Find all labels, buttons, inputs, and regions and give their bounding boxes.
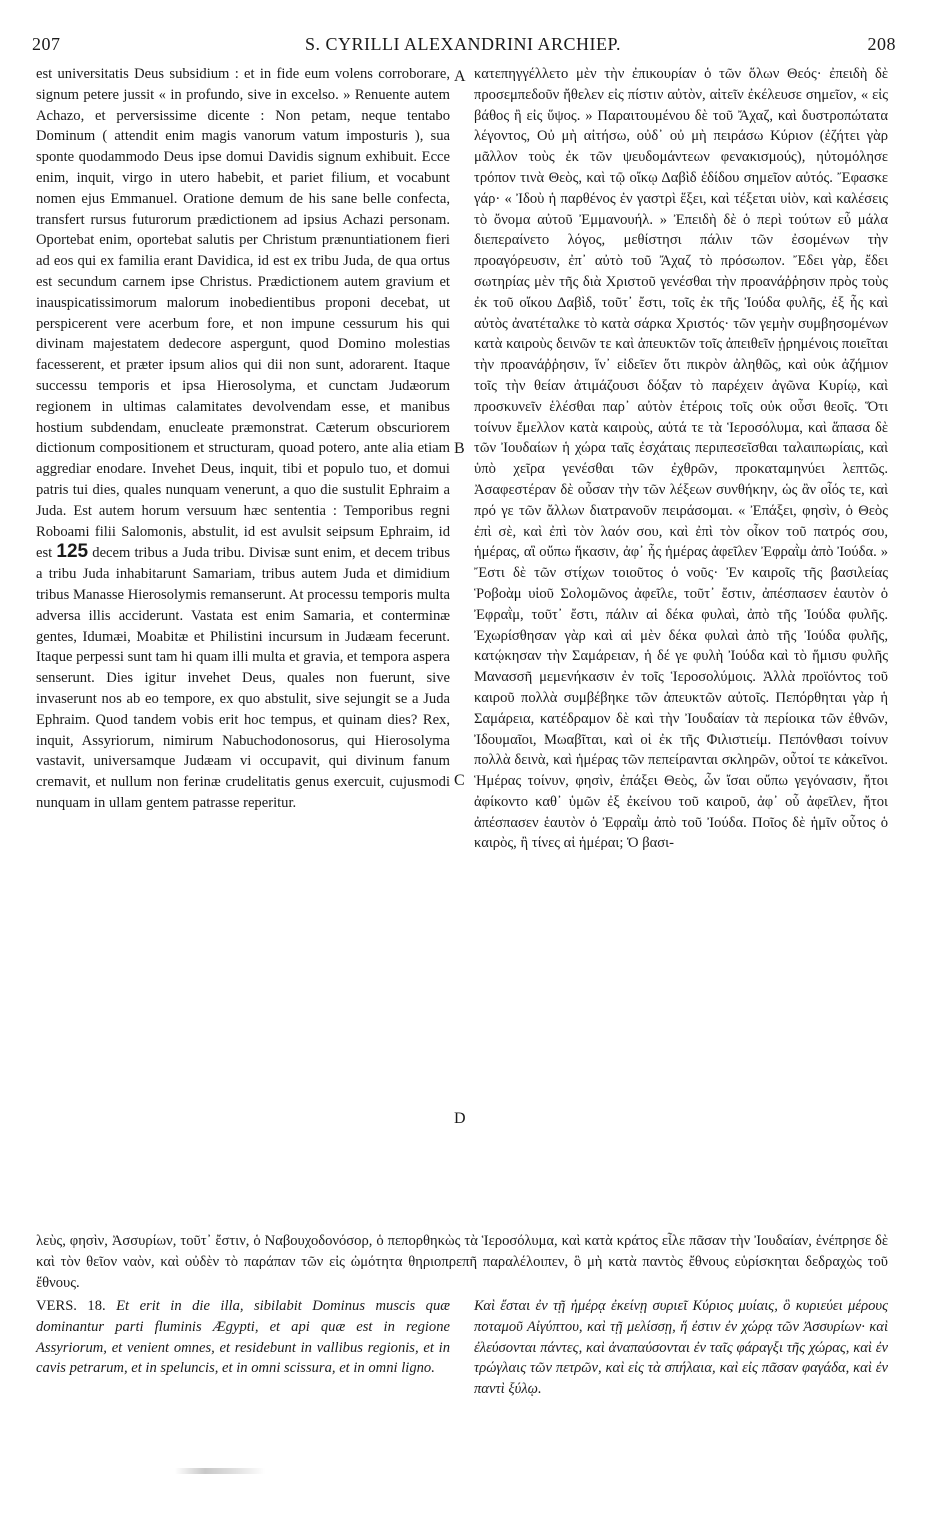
page-header	[30, 34, 896, 60]
print-smudge	[175, 1468, 265, 1474]
greek-column	[474, 64, 888, 854]
full-width-text: λεὺς, φησὶν, Ἀσσυρίων, τοῦτ᾽ ἔστιν, ὁ Ναβουχοδονόσορ, ὁ πεπορθηκὼς τὰ Ἱεροσόλυμα, καὶ κατὰ κράτος εἶλε πᾶσαν τὴν Ἰουδαίαν, ἐνέπρησε δὲ καὶ τὸν θεῖον ναὸν, καὶ οὐδὲν τὸ παράπαν τῶν εἰς ὠμότητα θηριοπρεπῆ παραλέλοιπεν, ὃ μὴ κατὰ παντὸς ἔθνους εὑρίσκηται δεδραχὼς τοῦ ἔθνους.	[36, 1233, 888, 1291]
column-number: 125	[56, 541, 89, 563]
verse-label: VERS. 18.	[36, 1298, 106, 1314]
verse-greek	[474, 1296, 888, 1400]
page-number-left: 207	[32, 34, 61, 54]
latin-text: est universitatis Deus subsidium : et in fide eum volens corroborare, signum petere jussit « in profundo, sive in excelso. » Renuente autem Achazo, et perversissime dicente : Non petam, neque tentabo Dominum ( attendit enim magis vanorum vatum imposturis ), sua sponte quodammodo Deus ipse domui Davidis signum exhibuit. Ecce enim, inquit, virgo in utero habebit, et pariet filium, et vocabunt nomen ejus Emmanuel. Oratione demum de his sane belle confecta, transfert rursus futurorum prædictionem ad ipsius Achazi personam. Oportebat enim, oportebat salutis per Christum prænuntiationem fieri ad eos qui ex familia erant Davidica, id est ex tribu Juda, de qua ortus est secundum carnem ipse Christus. Prædictionem autem gravium et inauspicatissimorum malorum inobedientibus proponi decebat, ut perspicerent vere acerbum fore, et non impune cessurum his qui divinam majestatem dedecore aspergunt, quod Domino molestias facesserent, et præter ipsum alios qui dii non sunt, adorarent. Itaque successu temporis et ipsa Hierosolyma, et cunctam Judæorum regionem in ultimas calamitates devolvendam esse, et manibus hostium subdendam, enucleate præmonstrat. Cæterum obscuriorem dictionum compositionem et structuram, quoad potero, ante alia etiam aggrediar enodare. Invehet Deus, inquit, tibi et populo tuo, et domui patris tui dies, quales nunquam venerunt, a quo die sustulit Ephraim a Juda. Est autem horum versuum hæc sententia : Temporibus regni Roboami filii Salomonis, abstulit, id est avulsit seipsum Ephraim, id est 125 decem tribus a Juda tribu. Divisæ sunt enim, et decem tribus a tribu Juda inhabitarunt Samariam, tribus autem Juda et dimidium tribus Manasse Hierosolymis remanserunt. At processu temporis multa adversa illis acciderunt. Vastata est enim Samaria, et conterminæ gentes, Idumæi, Moabitæ et Philistini incursum in Judæam fecerunt. Itaque perpessi sunt tam hi quam illi multa et gravia, et tempora aspera senserunt. Dies igitur invehet Deus, quales non fuerunt, sive invaserunt nos ab eo tempore, ex quo abstulit, sive sejungit se a Juda Ephraim. Quod tandem vobis erit hoc tempus, et quinam dies? Rex, inquit, Assyriorum, nimirum Nabuchodonosorus, qui Hierosolyma vastavit, universamque Judæam vi occupavit, qui divinum fanum cremavit, et nullum non ferinæ crudelitatis genus exercuit, cujusmodi nunquam in ullam gentem patrasse reperitur.	[36, 66, 450, 811]
verse-latin-text: Et erit in die illa, sibilabit Dominus muscis quæ dominantur parti fluminis Ægypti, et api quæ est in regione Assyriorum, et venient omnes, et residebunt in vallibus regionis, et in cavis petrarum, et in speluncis, et in omni scissura, et in omni ligno.	[36, 1298, 451, 1377]
section-marker-b: B	[454, 440, 465, 457]
section-marker-a: A	[454, 68, 466, 85]
latin-column	[36, 64, 450, 814]
greek-text: κατεπηγγέλλετο μὲν τὴν ἐπικουρίαν ὁ τῶν ὅλων Θεός· ἐπειδὴ δὲ προσεμπεδοῦν ἤθελεν εἰς πίστιν αὐτὸν, αἰτεῖν ἐκέλευσε σημεῖον, « εἰς βάθος ἢ εἰς ὕψος. » Παραιτουμένου δὲ τοῦ Ἄχαζ, καὶ δυστροπώτατα λέγοντος, Οὐ μὴ αἰτήσω, οὐδ᾽ οὐ μὴ πειράσω Κύριον (ἐζήτει γὰρ μᾶλλον τοὺς ἐκ τῶν ψευδομάντεων φενακισμούς), ηὐτομόλησε τρόπον τινὰ Θεὸς, καὶ τῷ οἴκῳ Δαβὶδ ἐδίδου σημεῖον αὐτός. Ἔφασκε γάρ· « Ἰδοὺ ἡ παρθένος ἐν γαστρὶ ἕξει, καὶ τέξεται υἱὸν, καὶ καλέσεις τὸ ὄνομα αὐτοῦ Ἐμμανουήλ. » Ἐπειδὴ δὲ ὁ περὶ τούτων εὖ μάλα διεπεραίνετο λόγος, μεθίστησι πάλιν τῶν ἐσομένων τὴν προαγόρευσιν, ἐπ᾽ αὐτὸ τοῦ Ἄχαζ τὸ πρόσωπον. Ἔδει γὰρ, ἔδει σωτηρίας μὲν τῆς διὰ Χριστοῦ γενέσθαι τὴν προανάῤῥησιν πρὸς τοὺς ἐκ τοῦ οἴκου Δαβὶδ, τοῦτ᾽ ἔστι, τοῖς ἐκ τῆς Ἰούδα φυλῆς, ἐξ ἧς καὶ αὐτὸς ἀνατέταλκε τὸ κατὰ σάρκα Χριστός· τῶν γεμὴν συμβησομένων κατὰ καιροὺς δεινῶν τε καὶ ἀπευκτῶν τοῖς ἀπειθεῖν ᾑρημένοις ποιεῖται τὴν προανάῤῥησιν, ἵν᾽ εἰδεῖεν ὅτι πικρὸν ἀληθῶς, καὶ οὐκ ἀζήμιον τοῖς τὴν θείαν ἀτιμάζουσι δόξαν τὸ παρέχειν ἀγῶνα Κυρίῳ, καὶ προσκυνεῖν ἑλέσθαι παρ᾽ αὐτὸν ἑτέροις τοῖς οὐκ οὖσι θεοῖς. Ὅτι τοίνυν ἔμελλον κατὰ καιροὺς, αὐτά τε τὰ Ἱεροσόλυμα, καὶ ἅπασα δὲ τῶν Ἰουδαίων ἡ χώρα ταῖς ἐσχάταις περιπεσεῖσθαι ταλαιπωρίαις, καὶ ὑπὸ χεῖρα γενέσθαι τῶν ἐχθρῶν, προκαταμηνύει λεπτῶς. Ἀσαφεστέραν δὲ οὖσαν τὴν τῶν λέξεων συνθήκην, ὡς ἂν οἷός τε, καὶ πρό γε τῶν ἄλλων διατρανοῦν πειράσομαι. « Ἐπάξει, φησὶν, ὁ Θεὸς ἐπὶ σὲ, καὶ ἐπὶ τὸν λαόν σου, καὶ ἐπὶ τὸν οἶκον τοῦ πατρός σου, ἡμέρας, αἳ οὔπω ἥκασιν, ἀφ᾽ ἧς ἡμέρας ἀφεῖλεν Ἐφραῒμ ἀπὸ Ἰούδα. » Ἔστι δὲ τῶν στίχων τοιοῦτος ὁ νοῦς· Ἐν καιροῖς τῆς βασιλείας Ῥοβοὰμ υἱοῦ Σολομῶνος ἀφεῖλε, τοῦτ᾽ ἔστιν, ἀπέσπασεν ἑαυτὸν ὁ Ἐφραῒμ, τοῦτ᾽ ἔστι, πάλιν αἱ δέκα φυλαὶ, ἀπὸ τῆς Ἰούδα φυλῆς. Ἐχωρίσθησαν γὰρ καὶ αἱ μὲν δέκα φυλαὶ ἀπὸ τῆς Ἰούδα φυλῆς, κατῴκησαν τὴν Σαμάρειαν, ἡ δέ γε φυλὴ Ἰούδα καὶ τὸ ἥμισυ φυλῆς Μανασσῆ μεμενήκασιν ἐν τοῖς Ἱεροσολύμοις. Ἀλλὰ προϊόντος τοῦ καιροῦ πολλὰ συμβέβηκε τῶν ἀπευκτῶν αὐτοῖς. Πεπόρθηται γὰρ ἡ Σαμάρεια, κατέδραμον δὲ καὶ τὴν Ἰουδαίαν τὰ περίοικα τῶν ἐθνῶν, Ἰδουμαῖοι, Μωαβῖται, καὶ οἱ ἐκ τῆς Φιλιστιείμ. Πεπόνθασι τοίνυν πολλὰ δεινὰ, καὶ ἡμέρας τῶν πεπείρανται σκληρῶν, οὗτοί τε κἀκεῖνοι. Ἡμέρας τοίνυν, φησὶν, ἐπάξει Θεὸς, ὧν ἴσαι οὔπω γεγόνασιν, ἤτοι ἀφίκοντο καθ᾽ ὑμῶν ἐξ ἐκείνου τοῦ καιροῦ, ἀφ᾽ οὗ ἀφεῖλεν, ἤτοι ἀπέσπασεν ἑαυτὸν ὁ Ἐφραῒμ ἀπὸ τοῦ Ἰούδα. Ποῖος δὲ ἡμῖν οὗτος ὁ καιρὸς, ἢ τίνες αἱ ἡμέραι; Ὁ βασι-	[474, 66, 888, 852]
page-number-right: 208	[867, 34, 896, 54]
verse-latin	[36, 1296, 450, 1379]
running-head: S. CYRILLI ALEXANDRINI ARCHIEP.	[304, 34, 621, 54]
full-width-paragraph	[36, 1231, 888, 1293]
verse-greek-text: Καὶ ἔσται ἐν τῇ ἡμέρᾳ ἐκείνῃ συριεῖ Κύριος μυίαις, ὃ κυριεύει μέρους ποταμοῦ Αἰγύπτου, καὶ τῇ μελίσσῃ, ἥ ἐστιν ἐν χώρᾳ τῶν Ἀσσυρίων· καὶ ἐλεύσονται πάντες, καὶ ἀναπαύσονται ἐν ταῖς φάραγξι τῆς χώρας, καὶ ἐν τρώγλαις τῶν πετρῶν, καὶ εἰς τὰ σπήλαια, καὶ εἰς πᾶσαν φαγάδα, καὶ ἐν παντὶ ξύλῳ.	[474, 1298, 888, 1398]
section-marker-c: C	[454, 772, 465, 789]
section-marker-d: D	[454, 1110, 466, 1127]
